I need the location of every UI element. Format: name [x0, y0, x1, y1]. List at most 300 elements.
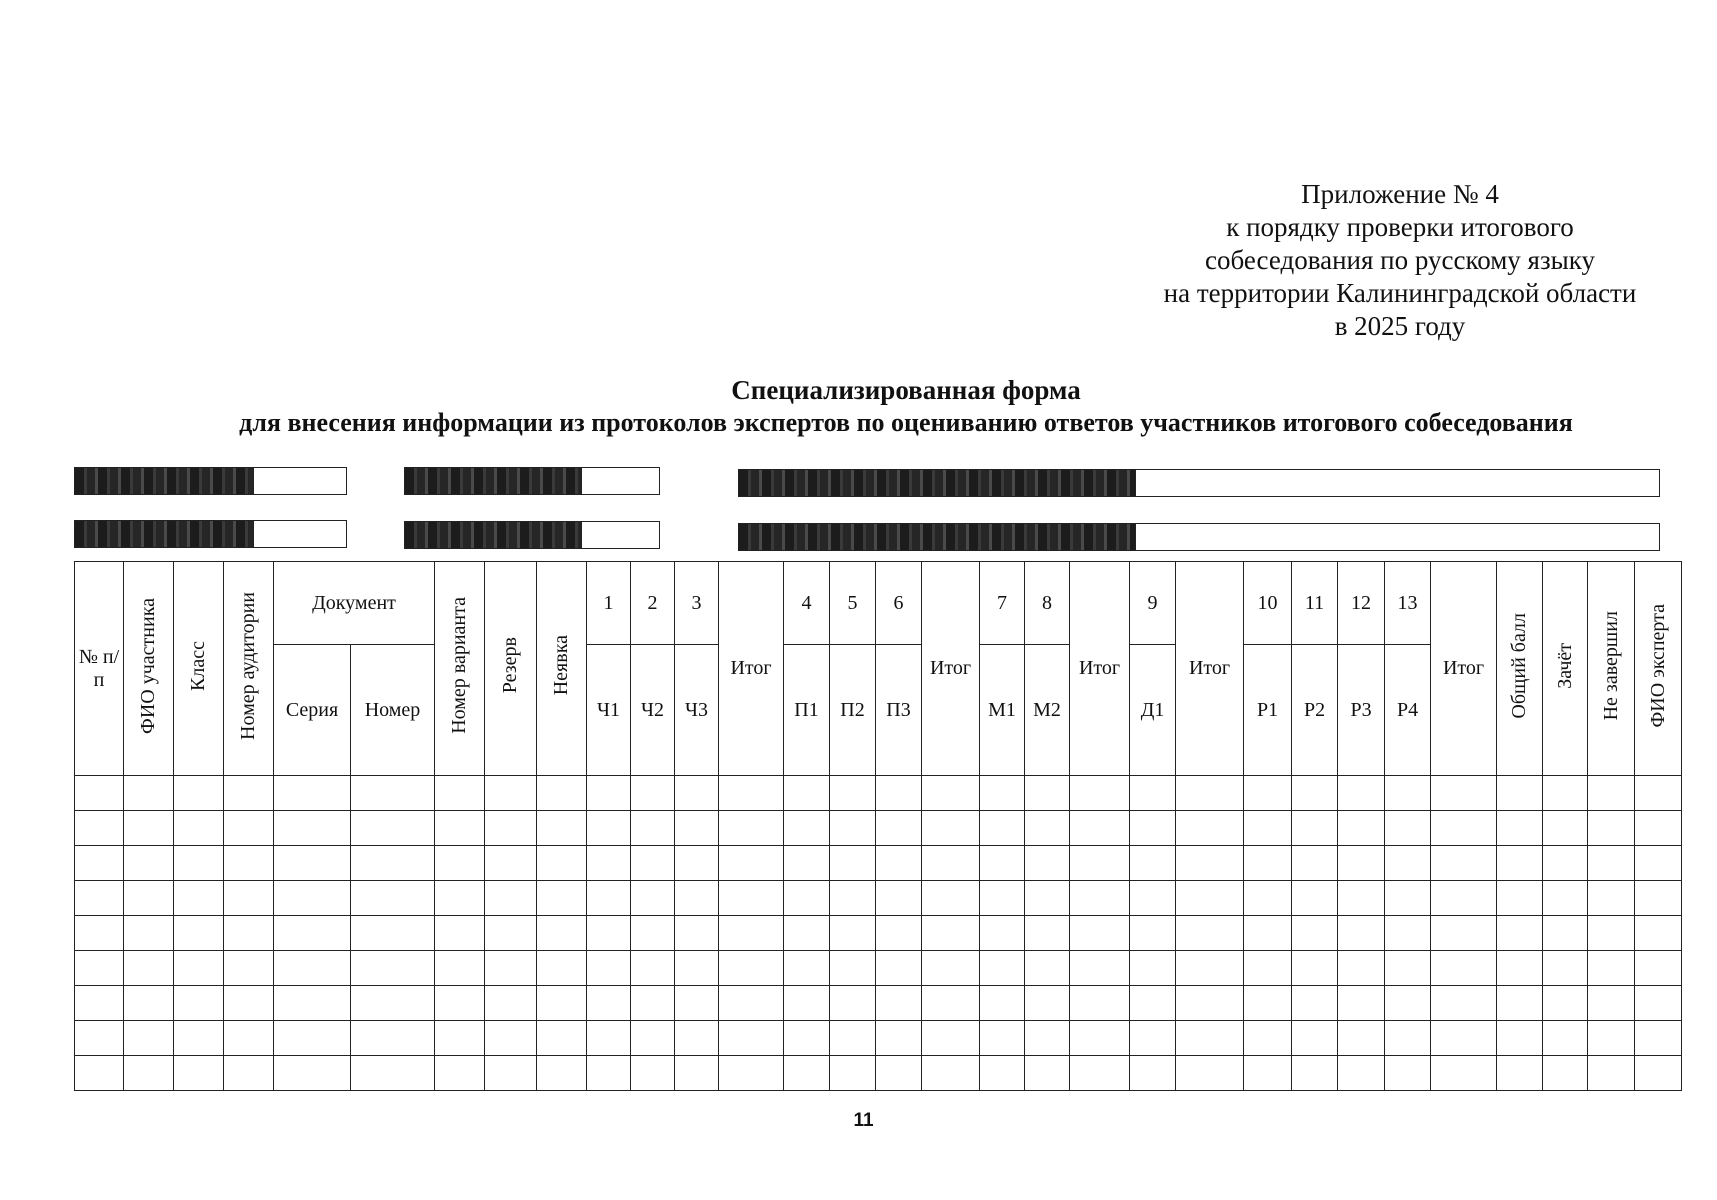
col-header-variant-label: Номер варианта — [448, 597, 471, 734]
table-cell[interactable] — [435, 951, 485, 986]
table-cell[interactable] — [351, 811, 435, 846]
table-cell[interactable] — [980, 846, 1025, 881]
table-cell[interactable] — [922, 776, 980, 811]
table-cell[interactable] — [351, 846, 435, 881]
table-cell[interactable] — [1025, 1021, 1070, 1056]
col-header-total-1: Итог — [719, 562, 784, 776]
table-cell[interactable] — [1130, 951, 1176, 986]
table-cell[interactable] — [435, 1021, 485, 1056]
table-cell[interactable] — [1025, 1056, 1070, 1091]
table-cell[interactable] — [1543, 776, 1588, 811]
table-cell[interactable] — [922, 1021, 980, 1056]
table-cell[interactable] — [1497, 1056, 1543, 1091]
table-cell[interactable] — [1497, 916, 1543, 951]
table-cell[interactable] — [631, 776, 675, 811]
table-cell[interactable] — [1431, 916, 1497, 951]
table-cell[interactable] — [435, 986, 485, 1021]
header-field-5[interactable] — [404, 521, 660, 549]
table-cell[interactable] — [224, 986, 274, 1021]
table-cell[interactable] — [1543, 916, 1588, 951]
table-cell[interactable] — [1543, 951, 1588, 986]
table-cell[interactable] — [537, 811, 587, 846]
table-cell[interactable] — [537, 1056, 587, 1091]
table-cell[interactable] — [830, 881, 876, 916]
header-field-4[interactable] — [74, 520, 347, 548]
table-cell[interactable] — [75, 951, 124, 986]
table-cell[interactable] — [1025, 881, 1070, 916]
table-cell[interactable] — [75, 1021, 124, 1056]
table-cell[interactable] — [224, 811, 274, 846]
col-header-score — [1497, 562, 1543, 776]
table-cell[interactable] — [784, 881, 830, 916]
table-cell[interactable] — [1338, 811, 1385, 846]
table-cell[interactable] — [922, 1056, 980, 1091]
table-cell[interactable] — [75, 986, 124, 1021]
table-cell[interactable] — [537, 916, 587, 951]
table-cell[interactable] — [1130, 1021, 1176, 1056]
table-cell[interactable] — [1497, 986, 1543, 1021]
table-cell[interactable] — [1588, 881, 1635, 916]
table-cell[interactable] — [1130, 881, 1176, 916]
table-cell[interactable] — [719, 846, 784, 881]
table-cell[interactable] — [587, 811, 631, 846]
table-cell[interactable] — [1635, 1056, 1682, 1091]
header-field-2[interactable] — [404, 467, 660, 495]
table-cell[interactable] — [922, 951, 980, 986]
field-input[interactable] — [581, 468, 659, 494]
table-cell[interactable] — [876, 846, 922, 881]
field-input[interactable] — [1135, 470, 1659, 496]
table-cell[interactable] — [1130, 776, 1176, 811]
table-cell[interactable] — [75, 846, 124, 881]
table-cell[interactable] — [1176, 916, 1244, 951]
table-cell[interactable] — [675, 776, 719, 811]
table-cell[interactable] — [351, 1021, 435, 1056]
table-cell[interactable] — [1588, 776, 1635, 811]
table-cell[interactable] — [1497, 776, 1543, 811]
table-cell[interactable] — [1292, 776, 1338, 811]
table-cell[interactable] — [876, 881, 922, 916]
table-cell[interactable] — [351, 986, 435, 1021]
table-cell[interactable] — [1543, 881, 1588, 916]
table-cell[interactable] — [1070, 846, 1130, 881]
table-cell[interactable] — [830, 1056, 876, 1091]
table-cell[interactable] — [784, 776, 830, 811]
table-cell[interactable] — [1070, 776, 1130, 811]
table-cell[interactable] — [1130, 916, 1176, 951]
table-cell[interactable] — [174, 881, 224, 916]
table-cell[interactable] — [1025, 986, 1070, 1021]
table-cell[interactable] — [1176, 811, 1244, 846]
table-cell[interactable] — [675, 881, 719, 916]
table-cell[interactable] — [174, 986, 224, 1021]
table-cell[interactable] — [1543, 1056, 1588, 1091]
table-cell[interactable] — [1025, 776, 1070, 811]
table-cell[interactable] — [351, 881, 435, 916]
table-cell[interactable] — [980, 776, 1025, 811]
table-cell[interactable] — [980, 951, 1025, 986]
field-input[interactable] — [253, 468, 346, 494]
table-cell[interactable] — [1130, 986, 1176, 1021]
table-cell[interactable] — [631, 811, 675, 846]
table-cell[interactable] — [1385, 986, 1431, 1021]
table-cell[interactable] — [1588, 951, 1635, 986]
table-cell[interactable] — [1025, 951, 1070, 986]
table-cell[interactable] — [435, 881, 485, 916]
table-cell[interactable] — [876, 1021, 922, 1056]
table-cell[interactable] — [1635, 846, 1682, 881]
table-cell[interactable] — [124, 811, 174, 846]
table-cell[interactable] — [922, 811, 980, 846]
table-cell[interactable] — [631, 916, 675, 951]
table-cell[interactable] — [631, 1056, 675, 1091]
table-cell[interactable] — [1635, 776, 1682, 811]
field-input[interactable] — [253, 521, 346, 547]
table-cell[interactable] — [1292, 846, 1338, 881]
col-header-num: № п/п — [75, 562, 124, 776]
table-cell[interactable] — [1244, 916, 1292, 951]
table-cell[interactable] — [174, 1056, 224, 1091]
table-cell[interactable] — [1292, 986, 1338, 1021]
table-cell[interactable] — [351, 776, 435, 811]
table-cell[interactable] — [631, 846, 675, 881]
table-cell[interactable] — [537, 846, 587, 881]
table-cell[interactable] — [1543, 811, 1588, 846]
table-cell[interactable] — [1635, 986, 1682, 1021]
table-cell[interactable] — [1385, 1056, 1431, 1091]
table-cell[interactable] — [1244, 1021, 1292, 1056]
table-cell[interactable] — [1497, 811, 1543, 846]
table-cell[interactable] — [1244, 881, 1292, 916]
table-cell[interactable] — [1338, 881, 1385, 916]
table-cell[interactable] — [537, 986, 587, 1021]
table-cell[interactable] — [485, 846, 537, 881]
table-cell[interactable] — [675, 846, 719, 881]
table-cell[interactable] — [1244, 811, 1292, 846]
table-cell[interactable] — [1497, 846, 1543, 881]
table-cell[interactable] — [719, 1056, 784, 1091]
table-cell[interactable] — [485, 811, 537, 846]
table-cell[interactable] — [485, 986, 537, 1021]
table-cell[interactable] — [1385, 776, 1431, 811]
table-cell[interactable] — [224, 916, 274, 951]
table-cell[interactable] — [922, 881, 980, 916]
table-cell[interactable] — [1025, 846, 1070, 881]
table-cell[interactable] — [537, 776, 587, 811]
table-cell[interactable] — [124, 916, 174, 951]
table-cell[interactable] — [485, 1056, 537, 1091]
table-cell[interactable] — [1543, 1021, 1588, 1056]
table-cell[interactable] — [1130, 1056, 1176, 1091]
task-number-13: 13 — [1385, 562, 1431, 645]
header-field-1[interactable] — [74, 467, 347, 495]
table-cell[interactable] — [224, 1056, 274, 1091]
table-cell[interactable] — [124, 776, 174, 811]
table-cell[interactable] — [1292, 811, 1338, 846]
table-cell[interactable] — [1025, 811, 1070, 846]
table-cell[interactable] — [75, 1056, 124, 1091]
table-cell[interactable] — [1588, 1021, 1635, 1056]
table-cell[interactable] — [1385, 881, 1431, 916]
table-cell[interactable] — [274, 1056, 351, 1091]
table-cell[interactable] — [537, 1021, 587, 1056]
col-header-room-label: Номер аудитории — [237, 591, 259, 740]
table-cell[interactable] — [631, 1021, 675, 1056]
table-cell[interactable] — [876, 776, 922, 811]
table-cell[interactable] — [675, 986, 719, 1021]
table-cell[interactable] — [1635, 916, 1682, 951]
table-cell[interactable] — [719, 916, 784, 951]
table-cell[interactable] — [274, 986, 351, 1021]
table-cell[interactable] — [274, 881, 351, 916]
table-cell[interactable] — [485, 1021, 537, 1056]
table-cell[interactable] — [675, 916, 719, 951]
table-cell[interactable] — [174, 1021, 224, 1056]
table-cell[interactable] — [675, 1021, 719, 1056]
table-cell[interactable] — [587, 916, 631, 951]
table-cell[interactable] — [124, 1056, 174, 1091]
table-cell[interactable] — [1025, 916, 1070, 951]
table-cell[interactable] — [830, 986, 876, 1021]
table-cell[interactable] — [174, 846, 224, 881]
table-cell[interactable] — [719, 811, 784, 846]
table-cell[interactable] — [587, 776, 631, 811]
table-cell[interactable] — [1338, 776, 1385, 811]
table-cell[interactable] — [876, 811, 922, 846]
table-cell[interactable] — [75, 811, 124, 846]
table-cell[interactable] — [1385, 846, 1431, 881]
table-cell[interactable] — [980, 1021, 1025, 1056]
table-cell[interactable] — [1292, 1056, 1338, 1091]
table-cell[interactable] — [1431, 776, 1497, 811]
table-cell[interactable] — [1176, 951, 1244, 986]
table-cell[interactable] — [1338, 1056, 1385, 1091]
table-cell[interactable] — [784, 986, 830, 1021]
table-cell[interactable] — [1070, 811, 1130, 846]
table-cell[interactable] — [174, 776, 224, 811]
table-cell[interactable] — [784, 811, 830, 846]
table-cell[interactable] — [1176, 986, 1244, 1021]
table-cell[interactable] — [587, 846, 631, 881]
table-cell[interactable] — [1431, 1021, 1497, 1056]
table-cell[interactable] — [224, 1021, 274, 1056]
table-cell[interactable] — [1588, 916, 1635, 951]
table-cell[interactable] — [224, 846, 274, 881]
table-cell[interactable] — [1385, 811, 1431, 846]
table-cell[interactable] — [351, 916, 435, 951]
table-cell[interactable] — [1543, 846, 1588, 881]
table-cell[interactable] — [174, 811, 224, 846]
table-cell[interactable] — [675, 1056, 719, 1091]
table-cell[interactable] — [1244, 846, 1292, 881]
table-cell[interactable] — [980, 916, 1025, 951]
table-cell[interactable] — [1385, 916, 1431, 951]
table-cell[interactable] — [1176, 881, 1244, 916]
table-cell[interactable] — [1070, 916, 1130, 951]
header-field-3[interactable] — [738, 469, 1660, 497]
table-cell[interactable] — [435, 1056, 485, 1091]
table-cell[interactable] — [1497, 881, 1543, 916]
table-cell[interactable] — [1176, 776, 1244, 811]
table-cell[interactable] — [830, 951, 876, 986]
table-cell[interactable] — [1070, 881, 1130, 916]
table-cell[interactable] — [351, 1056, 435, 1091]
table-cell[interactable] — [876, 916, 922, 951]
table-cell[interactable] — [485, 776, 537, 811]
table-cell[interactable] — [124, 986, 174, 1021]
table-cell[interactable] — [124, 1021, 174, 1056]
table-cell[interactable] — [274, 846, 351, 881]
table-cell[interactable] — [1338, 951, 1385, 986]
table-cell[interactable] — [1635, 881, 1682, 916]
table-cell[interactable] — [675, 811, 719, 846]
table-cell[interactable] — [75, 881, 124, 916]
table-cell[interactable] — [537, 951, 587, 986]
table-cell[interactable] — [1497, 1021, 1543, 1056]
table-cell[interactable] — [1588, 846, 1635, 881]
table-cell[interactable] — [1588, 986, 1635, 1021]
table-cell[interactable] — [435, 916, 485, 951]
table-cell[interactable] — [830, 776, 876, 811]
table-cell[interactable] — [922, 916, 980, 951]
task-number-11: 11 — [1292, 562, 1338, 645]
table-cell[interactable] — [587, 1056, 631, 1091]
table-cell[interactable] — [485, 916, 537, 951]
table-cell[interactable] — [1635, 1021, 1682, 1056]
table-cell[interactable] — [1338, 916, 1385, 951]
form-subtitle: для внесения информации из протоколов экспертов по оцениванию ответов участников итогового собеседования — [239, 408, 1573, 437]
field-input[interactable] — [1135, 524, 1659, 550]
table-cell[interactable] — [1070, 1056, 1130, 1091]
table-cell[interactable] — [1292, 1021, 1338, 1056]
table-cell[interactable] — [274, 776, 351, 811]
table-cell[interactable] — [980, 881, 1025, 916]
table-cell[interactable] — [485, 881, 537, 916]
table-cell[interactable] — [1176, 1056, 1244, 1091]
table-cell[interactable] — [1497, 951, 1543, 986]
table-cell[interactable] — [1292, 881, 1338, 916]
table-cell[interactable] — [719, 986, 784, 1021]
table-cell[interactable] — [75, 776, 124, 811]
table-cell[interactable] — [1431, 811, 1497, 846]
table-cell[interactable] — [1431, 986, 1497, 1021]
criterion-ch3: Ч3 — [675, 645, 719, 776]
table-cell[interactable] — [274, 951, 351, 986]
table-cell[interactable] — [1338, 1021, 1385, 1056]
table-cell[interactable] — [830, 811, 876, 846]
field-input[interactable] — [581, 522, 659, 548]
table-cell[interactable] — [675, 951, 719, 986]
table-cell[interactable] — [1431, 881, 1497, 916]
table-cell[interactable] — [274, 811, 351, 846]
table-cell[interactable] — [784, 846, 830, 881]
table-cell[interactable] — [1338, 846, 1385, 881]
table-cell[interactable] — [784, 1021, 830, 1056]
table-cell[interactable] — [1244, 986, 1292, 1021]
table-cell[interactable] — [980, 986, 1025, 1021]
table-cell[interactable] — [830, 1021, 876, 1056]
table-cell[interactable] — [75, 916, 124, 951]
table-cell[interactable] — [224, 776, 274, 811]
table-cell[interactable] — [719, 951, 784, 986]
table-cell[interactable] — [1635, 811, 1682, 846]
table-cell[interactable] — [1385, 951, 1431, 986]
table-cell[interactable] — [830, 916, 876, 951]
table-cell[interactable] — [922, 846, 980, 881]
table-cell[interactable] — [1244, 951, 1292, 986]
table-cell[interactable] — [124, 846, 174, 881]
table-cell[interactable] — [587, 951, 631, 986]
table-cell[interactable] — [784, 951, 830, 986]
table-cell[interactable] — [876, 986, 922, 1021]
table-cell[interactable] — [1244, 776, 1292, 811]
table-cell[interactable] — [1431, 951, 1497, 986]
table-cell[interactable] — [174, 916, 224, 951]
table-cell[interactable] — [1176, 846, 1244, 881]
header-field-6[interactable] — [738, 523, 1660, 551]
table-cell[interactable] — [351, 951, 435, 986]
table-cell[interactable] — [1588, 811, 1635, 846]
table-cell[interactable] — [537, 881, 587, 916]
table-cell[interactable] — [174, 951, 224, 986]
table-cell[interactable] — [830, 846, 876, 881]
table-cell[interactable] — [124, 951, 174, 986]
table-cell[interactable] — [435, 846, 485, 881]
table-cell[interactable] — [274, 916, 351, 951]
table-cell[interactable] — [587, 881, 631, 916]
table-cell[interactable] — [485, 951, 537, 986]
table-cell[interactable] — [719, 1021, 784, 1056]
table-cell[interactable] — [876, 1056, 922, 1091]
table-cell[interactable] — [274, 1021, 351, 1056]
table-cell[interactable] — [1385, 1021, 1431, 1056]
table-cell[interactable] — [1070, 1021, 1130, 1056]
table-cell[interactable] — [876, 951, 922, 986]
table-cell[interactable] — [435, 811, 485, 846]
table-cell[interactable] — [1292, 916, 1338, 951]
table-cell[interactable] — [224, 881, 274, 916]
table-cell[interactable] — [980, 811, 1025, 846]
table-cell[interactable] — [980, 1056, 1025, 1091]
table-cell[interactable] — [1292, 951, 1338, 986]
table-cell[interactable] — [784, 1056, 830, 1091]
table-cell[interactable] — [719, 881, 784, 916]
table-cell[interactable] — [1588, 1056, 1635, 1091]
table-cell[interactable] — [587, 1021, 631, 1056]
table-cell[interactable] — [922, 986, 980, 1021]
table-cell[interactable] — [1130, 846, 1176, 881]
table-cell[interactable] — [784, 916, 830, 951]
table-cell[interactable] — [587, 986, 631, 1021]
table-cell[interactable] — [1070, 951, 1130, 986]
table-cell[interactable] — [1070, 986, 1130, 1021]
table-cell[interactable] — [631, 986, 675, 1021]
table-cell[interactable] — [224, 951, 274, 986]
table-cell[interactable] — [1635, 951, 1682, 986]
table-cell[interactable] — [631, 881, 675, 916]
table-cell[interactable] — [1130, 811, 1176, 846]
table-cell[interactable] — [1431, 846, 1497, 881]
table-cell[interactable] — [1176, 1021, 1244, 1056]
table-cell[interactable] — [124, 881, 174, 916]
table-cell[interactable] — [631, 951, 675, 986]
table-cell[interactable] — [1244, 1056, 1292, 1091]
table-cell[interactable] — [719, 776, 784, 811]
table-cell[interactable] — [435, 776, 485, 811]
table-cell[interactable] — [1338, 986, 1385, 1021]
table-cell[interactable] — [1543, 986, 1588, 1021]
table-cell[interactable] — [1431, 1056, 1497, 1091]
